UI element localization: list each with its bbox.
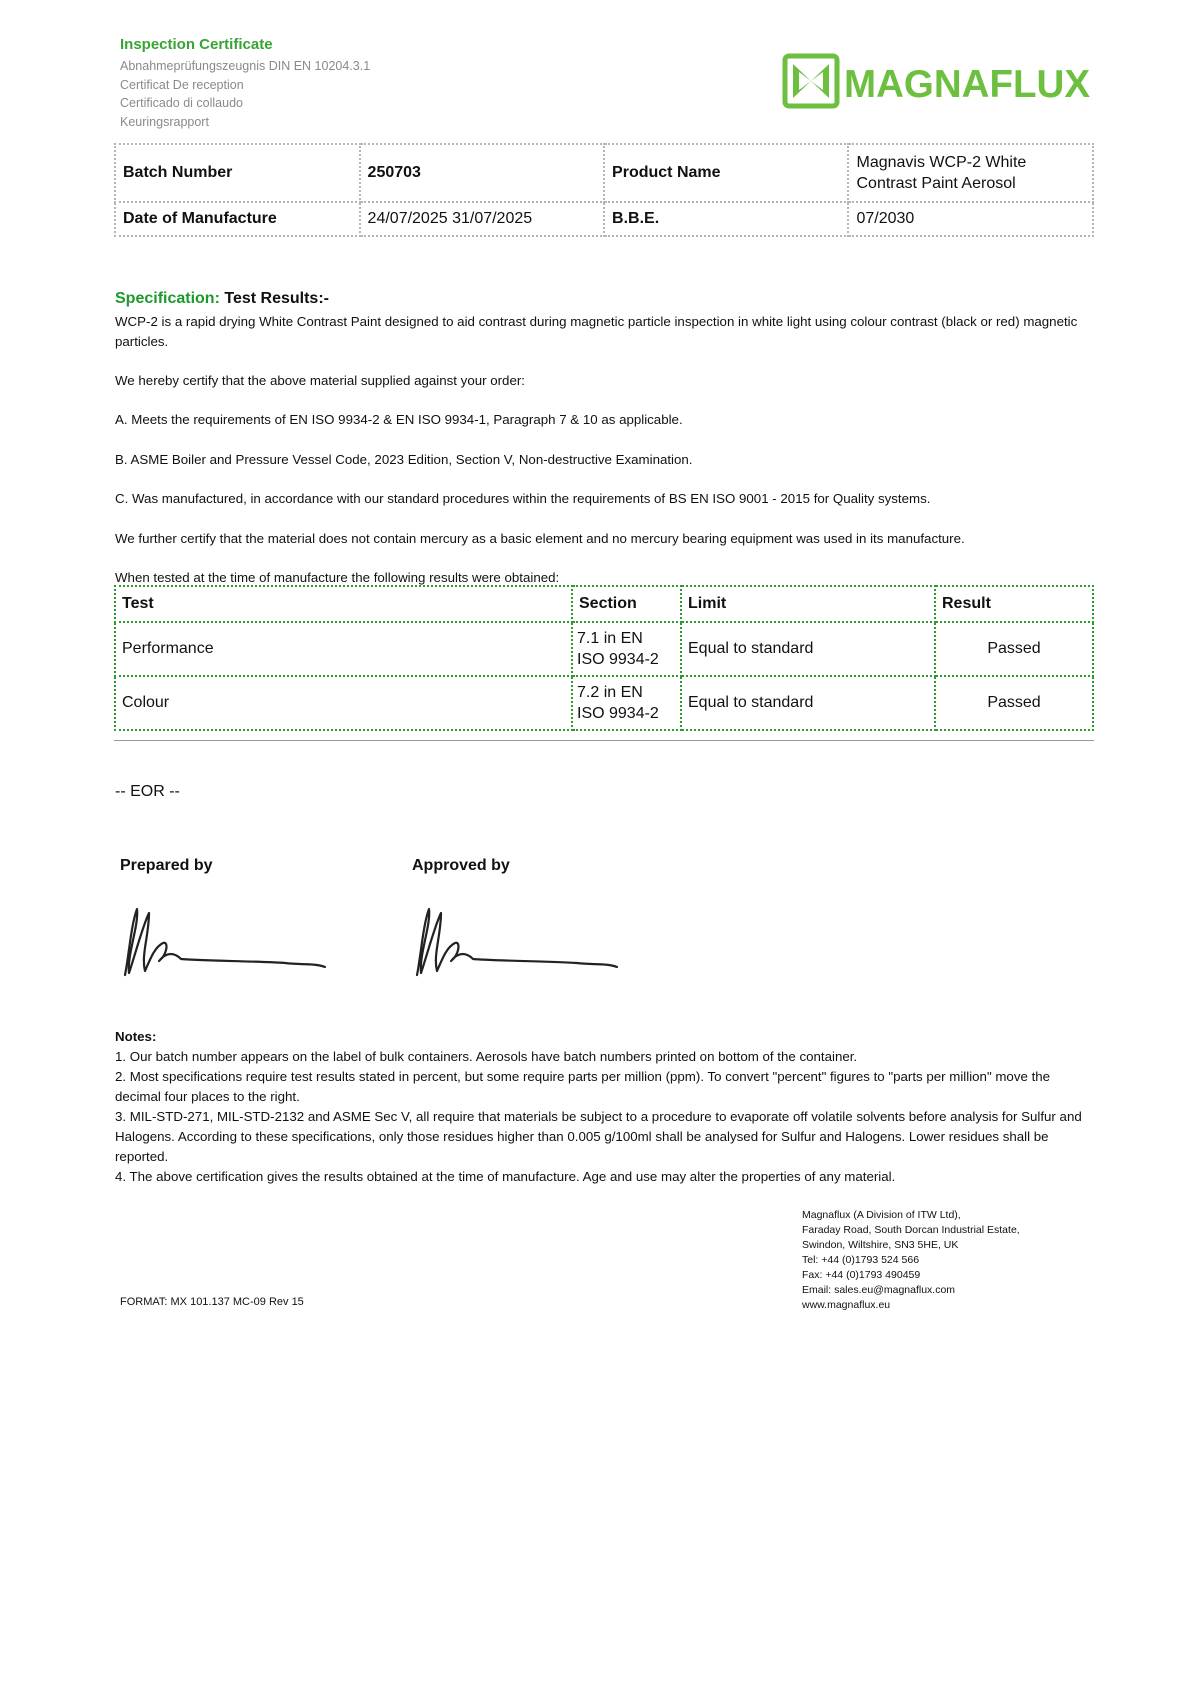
col-header-limit: Limit — [681, 586, 935, 622]
section-cell: 7.2 in EN ISO 9934-2 — [572, 676, 681, 730]
result-cell: Passed — [935, 622, 1093, 676]
specification-label: Specification: — [115, 290, 220, 307]
certify-item-a: A. Meets the requirements of EN ISO 9934-2 & EN ISO 9934-1, Paragraph 7 & 10 as applicable. — [115, 412, 683, 427]
table-row — [115, 676, 1093, 730]
test-results-table — [114, 585, 1094, 731]
certify-item-c: C. Was manufactured, in accordance with our standard procedures within the requirements of BS EN ISO 9001 - 2015 for Quality systems. — [115, 491, 931, 506]
address-line: Magnaflux (A Division of ITW Ltd), — [802, 1209, 961, 1221]
approved-by-signature — [407, 895, 627, 985]
note-item: 1. Our batch number appears on the label of bulk containers. Aerosols have batch numbers printed on bottom of the container. — [115, 1049, 858, 1064]
subtitle-fr: Certificat De reception — [120, 77, 244, 92]
bbe-label: B.B.E. — [604, 202, 848, 236]
notes-title: Notes: — [115, 1029, 157, 1044]
prepared-by-signature — [115, 895, 335, 985]
batch-number-label: Batch Number — [115, 144, 360, 202]
batch-info-table — [114, 143, 1094, 237]
divider — [114, 740, 1094, 741]
certificate-header — [120, 36, 420, 131]
address-line[interactable]: www.magnaflux.eu — [802, 1299, 891, 1311]
prepared-by-label: Prepared by — [120, 857, 213, 874]
logo-wordmark: MAGNAFLUX — [844, 63, 1090, 106]
limit-cell: Equal to standard — [681, 622, 935, 676]
product-description: WCP-2 is a rapid drying White Contrast Paint designed to aid contrast during magnetic particle inspection in white light using colour contrast (black or red) magnetic particles. — [115, 314, 1078, 349]
test-results-label: Test Results:- — [224, 290, 329, 307]
subtitle-de: Abnahmeprüfungszeugnis DIN EN 10204.3.1 — [120, 59, 371, 73]
note-item: 2. Most specifications require test results stated in percent, but some require parts per million (ppm). To convert "percent" figures to "parts per million" move the decimal four places to the right. — [115, 1069, 1051, 1104]
batch-number-value: 250703 — [360, 144, 605, 202]
notes-section — [115, 1027, 1095, 1187]
end-of-report: -- EOR -- — [115, 783, 180, 800]
table-row — [115, 622, 1093, 676]
test-cell: Colour — [115, 676, 572, 730]
col-header-section: Section — [572, 586, 681, 622]
product-name-label: Product Name — [604, 144, 848, 202]
subtitle-it: Certificado di collaudo — [120, 96, 243, 110]
address-line: Swindon, Wiltshire, SN3 5HE, UK — [802, 1239, 959, 1251]
note-item: 3. MIL-STD-271, MIL-STD-2132 and ASME Sec V, all require that materials be subject to a procedure to evaporate off volatile solvents before analysis for Sulfur and Halogens. According to these specifications, only those residues higher than 0.005 g/100ml shall be analysed for Sulfur and Halogens. Lower residues shall be reported. — [115, 1109, 1082, 1164]
format-code: FORMAT: MX 101.137 MC-09 Rev 15 — [120, 1296, 304, 1308]
col-header-test: Test — [115, 586, 572, 622]
note-item: 4. The above certification gives the results obtained at the time of manufacture. Age and use may alter the properties of any material. — [115, 1169, 896, 1184]
test-cell: Performance — [115, 622, 572, 676]
address-line: Tel: +44 (0)1793 524 566 — [802, 1254, 920, 1266]
certify-item-b: B. ASME Boiler and Pressure Vessel Code, 2023 Edition, Section V, Non-destructive Examination. — [115, 452, 693, 467]
address-line: Fax: +44 (0)1793 490459 — [802, 1269, 921, 1281]
product-name-value: Magnavis WCP-2 White Contrast Paint Aerosol — [848, 144, 1093, 202]
address-line[interactable]: Email: sales.eu@magnaflux.com — [802, 1284, 956, 1296]
certificate-title: Inspection Certificate — [120, 36, 273, 53]
limit-cell: Equal to standard — [681, 676, 935, 730]
specification-heading — [115, 290, 329, 308]
magnaflux-logo — [782, 52, 1094, 110]
date-of-manufacture-label: Date of Manufacture — [115, 202, 360, 236]
subtitle-nl: Keuringsrapport — [120, 114, 209, 129]
certify-statement: We hereby certify that the above material supplied against your order: — [115, 373, 525, 388]
result-cell: Passed — [935, 676, 1093, 730]
company-address — [802, 1208, 1020, 1313]
section-cell: 7.1 in EN ISO 9934-2 — [572, 622, 681, 676]
mercury-statement: We further certify that the material does not contain mercury as a basic element and no mercury bearing equipment was used in its manufacture. — [115, 531, 965, 546]
date-of-manufacture-value: 24/07/2025 31/07/2025 — [360, 202, 605, 236]
tested-statement: When tested at the time of manufacture the following results were obtained: — [115, 570, 560, 585]
approved-by-label: Approved by — [412, 857, 510, 874]
col-header-result: Result — [935, 586, 1093, 622]
bbe-value: 07/2030 — [848, 202, 1093, 236]
address-line: Faraday Road, South Dorcan Industrial Estate, — [802, 1224, 1020, 1236]
